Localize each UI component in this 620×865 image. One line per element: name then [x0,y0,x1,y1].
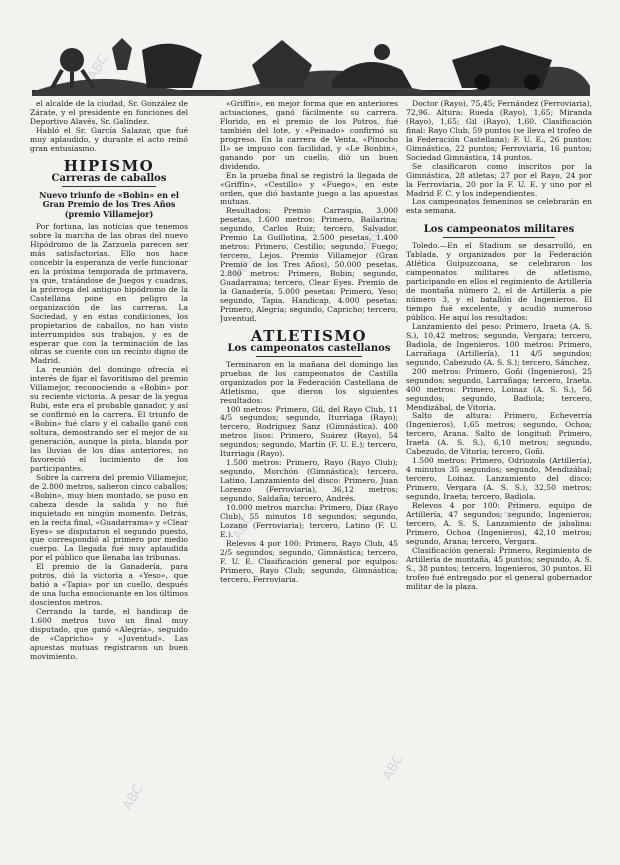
column-1 [30,100,188,855]
paragraph: Salto de altura: Primero, Echeverría (Ingenieros), 1,65 metros; segundo, Ochoa; tercero, Arana. Salto de longitud: Primero, Iraeta (A. S. S.), 6,10 metros; segundo, Cabezudo, de Vitoria; tercero, Goñi. [406,411,592,457]
paragraph: 1.500 metros: Primero, Rayo (Rayo Club); segundo, Morchón (Gimnástica); tercero, Latino. Lanzamiento del disco: Primero, Juan Lorenzo (Ferroviaria), 36,12 metros; segundo, Saldaña; tercero, Andrés. [220,458,398,504]
divider [62,186,157,187]
subsection-title-militares: Los campeonatos militares [423,224,575,236]
watermark: ABC [230,512,257,543]
sports-frieze-image [32,30,590,100]
paragraph: Los campeonatos femeninos se celebrarán en esta semana. [406,197,592,216]
divider [443,237,555,238]
paragraph: 10.000 metros marcha: Primero, Díaz (Rayo Club), 55 minutos 18 segundos; segundo, Lozano (Ferroviaria); tercero, Latino (F. U. E.). [220,502,398,539]
subsection-title: Carreras de caballos [51,172,167,184]
paragraph: Cerrando la tarde, el handicap de 1.600 metros tuvo un final muy disputado, que ganó «Alegría», seguido de «Capricho» y «Juventud». Las apuestas mutuas registraron un buen movimiento. [30,607,188,661]
paragraph: Toledo.—En el Stadium se desarrolló, en Tablada, y organizados por la Federación Atlética Guipuzcoana, se celebraron los campeonatos militares de atletismo, participando en ellos el regimiento de Artillería de montaña número 2, el de Artillería a pie número 3, y el batallón de Ingenieros. El tiempo fué excelente, y acudió numeroso público. He aquí los resultados: [406,241,592,322]
paragraph: 1.500 metros: Primero, Odriozola (Artillería), 4 minutos 35 segundos; segundo, Mendizábal; tercero, Loinaz. Lanzamiento del disco: Primero, Vergara (A. S. S.), 32,50 metros; segundo, Iraeta; tercero, Badiola. [406,456,592,502]
paragraph: «Griffin», en mejor forma que en anteriores actuaciones, ganó fácilmente su carrera. Florido, en el premio de los Potros, fué también del lote, y «Peinado» confirmó su progreso. En la carrera de Venta, «Pinocho II» se impuso con facilidad, y «Le Bonbin», ganando por un cuello, dió un buen dividendo. [220,100,398,171]
watermark: ABC [120,782,147,813]
paragraph: El premio de la Ganadería, para potros, dió la victoria a «Yeso», que batió a «Tapia» por un cuello, después de una lucha emocionante en los últimos doscientos metros. [30,562,188,608]
paragraph: Clasificación general: Primero, Regimiento de Artillería de montaña, 45 puntos; segundo, A. S. S., 38 puntos; tercero, Ingenieros, 30 puntos. El trofeo fué entregado por el general gobernador militar de la plaza. [406,545,592,591]
paragraph: Resultados: Premio Carraspia, 3.000 pesetas, 1.600 metros: Primero, Bailarina; segundo, Carlos Ruiz; tercero, Salvador. Premio La Guillotina, 2.500 pesetas, 1.400 metros: Primero, Cestillo; segundo, Fuego; tercero, Lejos. Premio Villamejor (Gran Premio de los Tres Años), 50.000 pesetas, 2.800 metros: Primero, Bobin; segundo, Guadarrama; tercero, Clear Eyes. Premio de la Ganadería, 5.000 pesetas: Primero, Yeso; segundo, Tapia. Handicap, 4.000 pesetas: Primero, Alegría; segundo, Capricho; tercero, Juventud. [220,206,398,323]
column-3 [406,100,592,855]
paragraph: Lanzamiento del peso: Primero, Iraeta (A. S. S.), 10,42 metros; segundo, Vergara; tercero, Badiola, de Ingenieros. 100 metros: Primero, Larrañaga (Artillería), 11 4/5 segundos; segundo, Cabezudo (A. S. S.); tercero, Sánchez. [406,321,592,367]
paragraph: Relevos 4 por 100: Primero, equipo de Artillería, 47 segundos; segundo, Ingenieros; tercero, A. S. S. Lanzamiento de jabalina: Primero, Ochoa (Ingenieros), 42,10 metros; segundo, Arana; tercero, Vergara. [406,500,592,546]
paragraph: 100 metros: Primero, Gil, del Rayo Club, 11 4/5 segundos; segundo, Iturriaga (Rayo); tercero, Rodríguez Sanz (Gimnástica). 400 metros lisos: Primero, Suárez (Rayo), 54 segundos; segundo, Martín (F. U. E.); tercero, Iturriaga (Rayo). [220,404,398,459]
masthead-illustration [32,30,590,100]
paragraph: Habló el Sr. García Salazar, que fué muy aplaudido, y durante el acto reinó gran entusiasmo. [30,125,188,153]
watermark: ABC [500,492,527,523]
section-title-atletismo: ATLETISMO [250,326,368,345]
watermark: ABC [85,52,112,83]
paragraph: Sobre la carrera del premio Villamejor, de 2.800 metros, salieron cinco caballos; «Bobin», muy bien montado, se puso en cabeza desde la salida y no fué inquietado en ningún momento. Detrás, en la recta final, «Guadarrama» y «Clear Eyes» se disputaron el segundo puesto, que correspondió al primero por medio cuerpo. La llegada fué muy aplaudida por el público que llenaba las tribunas. [30,472,188,563]
paragraph: Terminaron en la mañana del domingo las pruebas de los campeonatos de Castilla organizados por la Federación Castellana de Atletismo, que dieron los siguientes resultados: [220,359,398,405]
paragraph: Por fortuna, las noticias que tenemos sobre la marcha de las obras del nuevo Hipódromo de la Zarzuela parecen ser más satisfactorias. Ello nos hace concebir la esperanza de verle funcionar en la próxima temporada de primavera, ya que, tratándose de Juegos y cuadras, la prórroga del antiguo hipódromo de la Castellana pone en peligro la organización de las carreras. La Sociedad, y en estas condiciones, los propietarios de caballos, no han visto interrumpidos sus trabajos, y es de esperar que con la terminación de las obras se cuente con un recinto digno de Madrid. [30,222,188,366]
article-deck: Nuevo triunfo de «Bobin» en el Gran Premio de los Tres Años (premio Villamejor) [39,189,179,219]
divider [256,356,363,357]
paragraph: En la prueba final se registró la llegada de «Griffin», «Cestillo» y «Fuego», en este orden, que dió bastante juego a las apuestas mutuas. [220,170,398,207]
paragraph: Doctor (Rayo), 75,45; Fernández (Ferroviaria), 72,96. Altura: Rueda (Rayo), 1,65; Miranda (Rayo), 1,65; Gil (Rayo), 1,60. Clasificación final: Rayo Club, 59 puntos (se lleva el trofeo de la Federación Castellana); F. U. E., 26 puntos; Gimnástica, 22 puntos; Ferroviaria, 16 puntos; Sociedad Gimnástica, 14 puntos. [406,100,592,162]
paragraph: Se clasificaron como inscritos por la Gimnástica, 28 atletas; 27 por el Rayo, 24 por la Ferroviaria, 20 por la F. U. E. y uno por el Madrid F. C. y los independientes. [406,161,592,198]
paragraph: Relevos 4 por 100: Primero, Rayo Club, 45 2/5 segundos; segundo, Gimnástica; tercero, F. U. E. Clasificación general por equipos: Primero, Rayo Club; segundo, Gimnástica; tercero, Ferroviaria. [220,538,398,584]
column-2 [220,100,398,855]
paragraph: 200 metros: Primero, Goñi (Ingenieros), 25 segundos; segundo, Larrañaga; tercero, Iraeta. 400 metros: Primero, Loinaz (A. S. S.), 56 segundos; segundo, Badiola; tercero, Mendizábal, de Vitoria. [406,366,592,412]
watermark: ABC [380,752,407,783]
watermark: ABC [360,222,387,253]
paragraph: La reunión del domingo ofrecía el interés de fijar el favoritismo del premio Villamejor, reconociendo a «Bobin» por su reciente victoria. A pesar de la yegua Rubi, este era el probable ganador, y así se confirmó en la carrera. El triunfo de «Bobin» fué claro y el caballo ganó con soltura, demostrando ser el mejor de su generación, aunque la pista, blanda por las lluvias de los días anteriores, no favoreció el lucimiento de los participantes. [30,365,188,473]
subsection-title: Los campeonatos castellanos [227,342,391,354]
section-title-hipismo: HIPISMO [63,156,155,175]
watermark: ABC [230,252,257,283]
paragraph: el alcalde de la ciudad, Sr. González de Zárate, y el presidente en funciones del Deportivo Alavés, Sr. Galíndez. [30,100,188,126]
